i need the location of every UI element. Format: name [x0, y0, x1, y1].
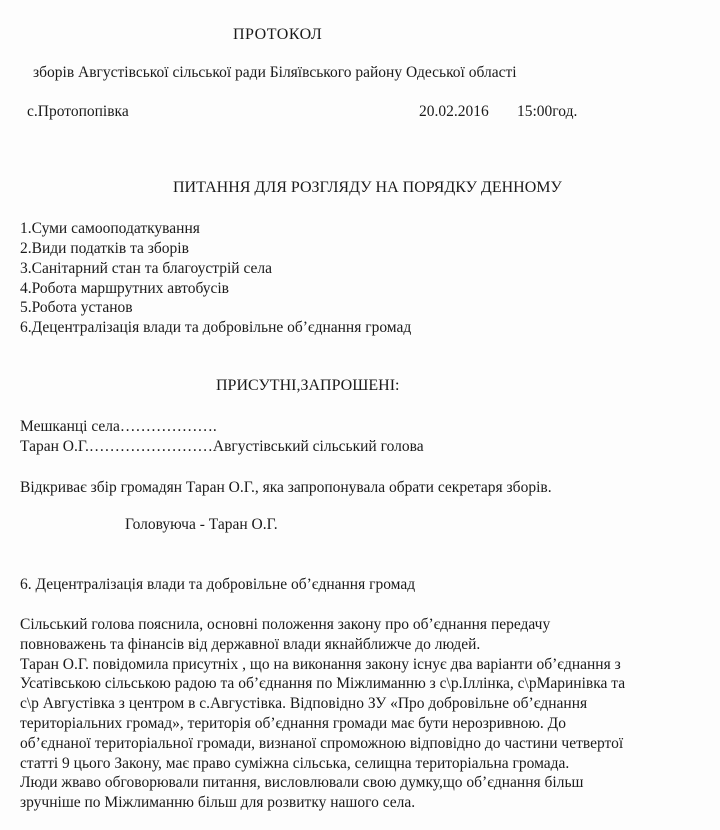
agenda-item: 6.Децентралізація влади та добровільне об’єднання громад: [20, 319, 412, 336]
body-line: територіальних громад», територія об’єднання громади має бути нерозривною. До: [20, 715, 566, 732]
meeting-place: с.Протопопівка: [27, 103, 129, 120]
agenda-heading: ПИТАННЯ ДЛЯ РОЗГЛЯДУ НА ПОРЯДКУ ДЕННОМУ: [173, 179, 562, 196]
body-line: об’єднаної територіальної громади, визнаної спроможною відповідно до частини четвертої: [20, 735, 624, 752]
body-line: повноважень та фінансів від державної влади якнайближче до людей.: [20, 636, 481, 653]
agenda-item: 3.Санітарний стан та благоустрій села: [20, 260, 273, 277]
document-title: ПРОТОКОЛ: [233, 26, 323, 43]
body-line: Усатівською сільською радою та об’єднання по Міжлиманню з с\р.Іллінка, с\рМаринівка та: [20, 675, 626, 692]
body-line: с\р Августівка з центром в с.Августівка. Відповідно ЗУ «Про добровільне об’єднання: [20, 695, 588, 712]
attendees-heading: ПРИСУТНІ,ЗАПРОШЕНІ:: [216, 377, 400, 394]
body-line: Сільський голова пояснила, основні положення закону про об’єднання передачу: [20, 616, 551, 633]
body-line: Люди жваво обговорювали питання, висловлювали свою думку,що об’єднання більш: [20, 774, 584, 791]
section-heading: 6. Децентралізація влади та добровільне об’єднання громад: [20, 576, 416, 593]
agenda-item: 5.Робота установ: [20, 299, 133, 316]
meeting-time: 15:00год.: [517, 103, 578, 120]
opening-statement: Відкриває збір громадян Таран О.Г., яка запропонувала обрати секретаря зборів.: [20, 479, 552, 496]
meeting-date: 20.02.2016: [419, 103, 489, 120]
agenda-item: 1.Суми самооподаткування: [20, 220, 200, 237]
body-line: Таран О.Г. повідомила присутніх , що на виконання закону існує два варіанти об’єднання з: [20, 656, 621, 673]
document-subtitle: зборів Августівської сільської ради Біляївського району Одеської області: [33, 64, 517, 81]
body-line: зручніше по Міжлиманню більш для розвитку нашого села.: [20, 794, 416, 811]
attendee-line: Таран О.Г.……………………Августівський сільський голова: [20, 438, 424, 455]
chair-line: Головуюча - Таран О.Г.: [125, 516, 278, 533]
agenda-item: 4.Робота маршрутних автобусів: [20, 280, 229, 297]
body-line: статті 9 цього Закону, має право суміжна сільська, селищна територіальна громада.: [20, 755, 570, 772]
agenda-item: 2.Види податків та зборів: [20, 240, 189, 257]
attendee-line: Мешканці села……………….: [20, 418, 217, 435]
